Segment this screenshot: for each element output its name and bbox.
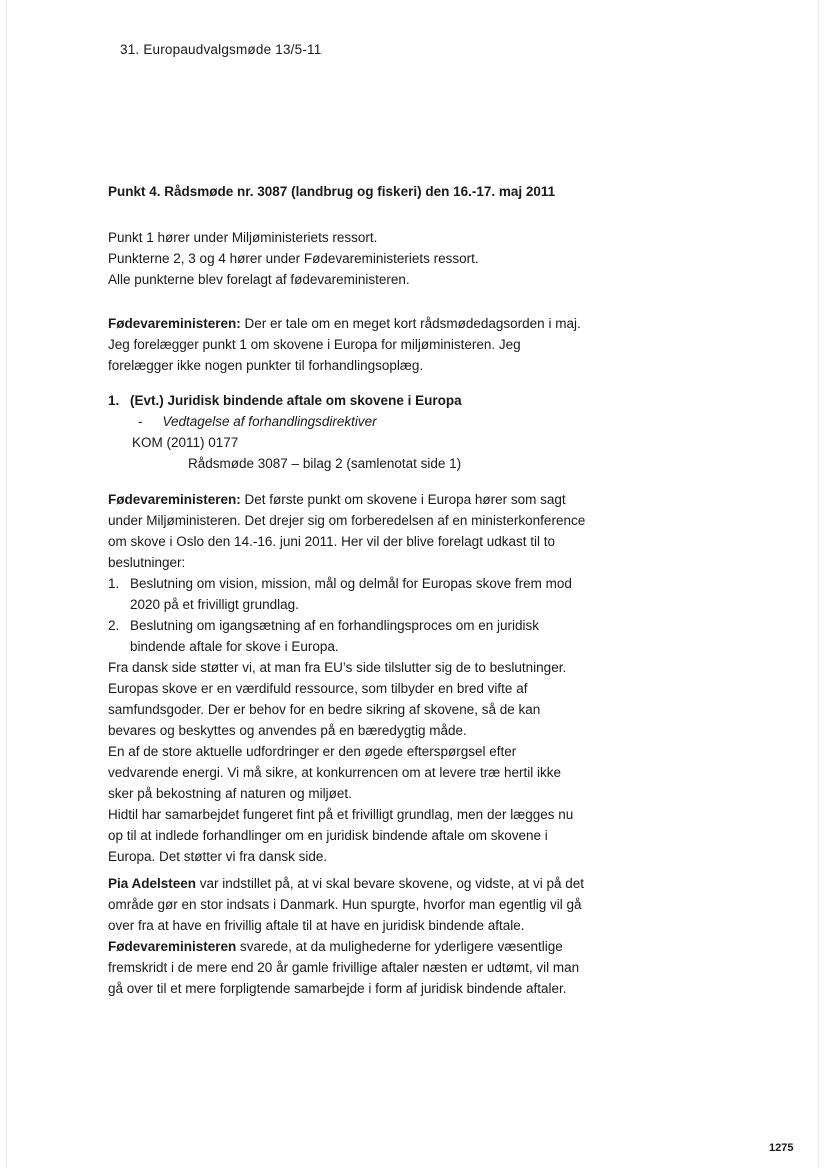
statement-paragraph [108,489,588,573]
statement-paragraph [108,936,588,999]
intro-line: Alle punkterne blev forelagt af fødevareministeren. [108,272,410,287]
list-item [108,573,588,615]
item-subtitle: Vedtagelse af forhandlingsdirektiver [162,414,377,429]
speaker-name: Fødevareministeren [108,939,237,954]
scan-edge-right [818,0,819,1168]
statement-text: Der er tale om en meget kort rådsmødedagsorden i maj. Jeg forelægger punkt 1 om skovene i Europa for miljøministeren. Jeg forelægger ikke nogen punkter til forhandlingsoplæg. [108,316,581,373]
speaker-name: Fødevareministeren: [108,316,241,331]
statement-text: Det første punkt om skovene i Europa hører som sagt under Miljøministeren. Det drejer sig om forberedelsen af en ministerkonference om skove i Oslo den 14.-16. juni 2011. Her vil der blive forelagt udkast til to beslutninger: [108,492,586,570]
page-number: 1275 [769,1142,794,1154]
list-item [108,615,588,657]
statement-minister-1 [108,313,588,376]
intro-block [108,227,588,290]
speaker-name: Pia Adelsteen [108,876,197,891]
statement-paragraph: Hidtil har samarbejdet fungeret fint på et frivilligt grundlag, men der lægges nu op til at indlede forhandlinger om en juridisk bindende aftale om skovene i Europa. Det støtter vi fra dansk side. [108,807,574,864]
statement-paragraph [108,313,588,376]
statement-paragraph: En af de store aktuelle udfordringer er den øgede efterspørgsel efter vedvarende energi. Vi må sikre, at konkurrencen om at levere træ hertil ikke sker på bekostning af naturen og miljøet. [108,744,561,801]
statement-paragraph [108,873,588,936]
intro-line: Punkt 1 hører under Miljøministeriets ressort. [108,230,378,245]
item-title: (Evt.) Juridisk bindende aftale om skovene i Europa [130,393,462,408]
decision-list [108,573,588,657]
statement-paragraph: Fra dansk side støtter vi, at man fra EU’s side tilslutter sig de to beslutninger. Europas skove er en værdifuld ressource, som tilbyder en bred vifte af samfundsgoder. Der er behov for en bedre sikring af skovene, så de kan bevares og beskyttes og anvendes på en bæredygtig måde. [108,660,567,738]
page-header: 31. Europaudvalgsmøde 13/5-11 [120,42,322,57]
speaker-name: Fødevareministeren: [108,492,241,507]
intro-line: Punkterne 2, 3 og 4 hører under Fødevareministeriets ressort. [108,251,479,266]
statement-minister-2 [108,489,588,867]
statement-text: var indstillet på, at vi skal bevare skovene, og vidste, at vi på det område gør en stor indsats i Danmark. Hun spurgte, hvorfor man egentlig vil gå over fra at have en frivillig aftale til at have en juridisk bindende aftale. [108,876,585,933]
scan-edge-left [6,0,7,1168]
list-text: Beslutning om vision, mission, mål og delmål for Europas skove frem mod 2020 på et frivilligt grundlag. [130,576,572,612]
section-heading: Punkt 4. Rådsmøde nr. 3087 (landbrug og fiskeri) den 16.-17. maj 2011 [108,184,556,199]
list-number: 1. [108,576,120,591]
agenda-item [108,390,462,474]
item-kom: KOM (2011) 0177 [132,435,239,450]
list-text: Beslutning om igangsætning af en forhandlingsproces om en juridisk bindende aftale for skove i Europa. [130,618,539,654]
item-number: 1. [108,393,120,408]
list-number: 2. [108,618,120,633]
statement-pia-adelsteen [108,873,588,999]
item-reference: Rådsmøde 3087 – bilag 2 (samlenotat side 1) [188,456,462,471]
item-dash: - [138,414,143,429]
statement-text: svarede, at da mulighederne for yderligere væsentlige fremskridt i de mere end 20 år gamle frivillige aftaler næsten er udtømt, vil man gå over til et mere forpligtende samarbejde i form af juridisk bindende aftaler. [108,939,580,996]
